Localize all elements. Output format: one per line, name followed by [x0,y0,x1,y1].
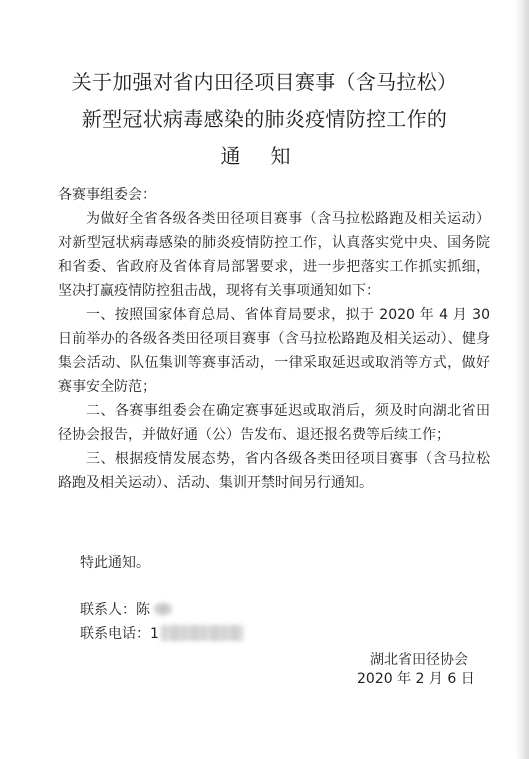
contact-phone [80,622,243,646]
paragraph-intro: 为做好全省各级各类田径项目赛事（含马拉松路跑及相关运动）对新型冠状病毒感染的肺炎疫情防控工作，认真落实党中央、国务院和省委、省政府及省体育局部署要求，进一步把落实工作抓实抓细，坚决打赢疫情防控狙击战，现将有关事项通知如下： [58,211,490,299]
contact-person-label: 联系人： [80,602,136,618]
paragraph-item-1: 一、按照国家体育总局、省体育局要求，拟于 2020 年 4 月 30 日前举办的各级各类田径项目赛事（含马拉松路跑及相关运动）、健身集会活动、队伍集训等赛事活动，一律采取延迟或取消等方式，做好赛事安全防范； [58,307,490,395]
redacted-phone-blur [161,625,243,641]
signature-organization: 湖北省田径协会 [370,652,468,668]
contact-person-name: 陈 [136,602,150,618]
signature-date: 2020 年 2 月 6 日 [357,671,475,687]
title-line-2: 新型冠状病毒感染的肺炎疫情防控工作的 [81,107,448,131]
paragraph-item-3: 三、根据疫情发展态势，省内各级各类田径项目赛事（含马拉松路跑及相关运动）、活动、集训开禁时间另行通知。 [58,451,490,491]
title-line-3: 通知 [220,144,321,168]
page-edge-shadow [515,0,529,759]
contact-person [80,598,174,622]
salutation: 各赛事组委会： [58,187,156,203]
body-paragraphs [58,207,490,495]
contact-phone-label: 联系电话： [80,626,150,642]
closing-text: 特此通知。 [80,555,150,571]
title-line-1: 关于加强对省内田径项目赛事（含马拉松） [71,70,458,94]
contact-phone-number: 1 [150,626,159,642]
paragraph-item-2: 二、各赛事组委会在确定赛事延迟或取消后，须及时向湖北省田径协会报告，并做好通（公）告发布、退还报名费等后续工作； [58,403,490,443]
redacted-name-blur [152,601,174,617]
